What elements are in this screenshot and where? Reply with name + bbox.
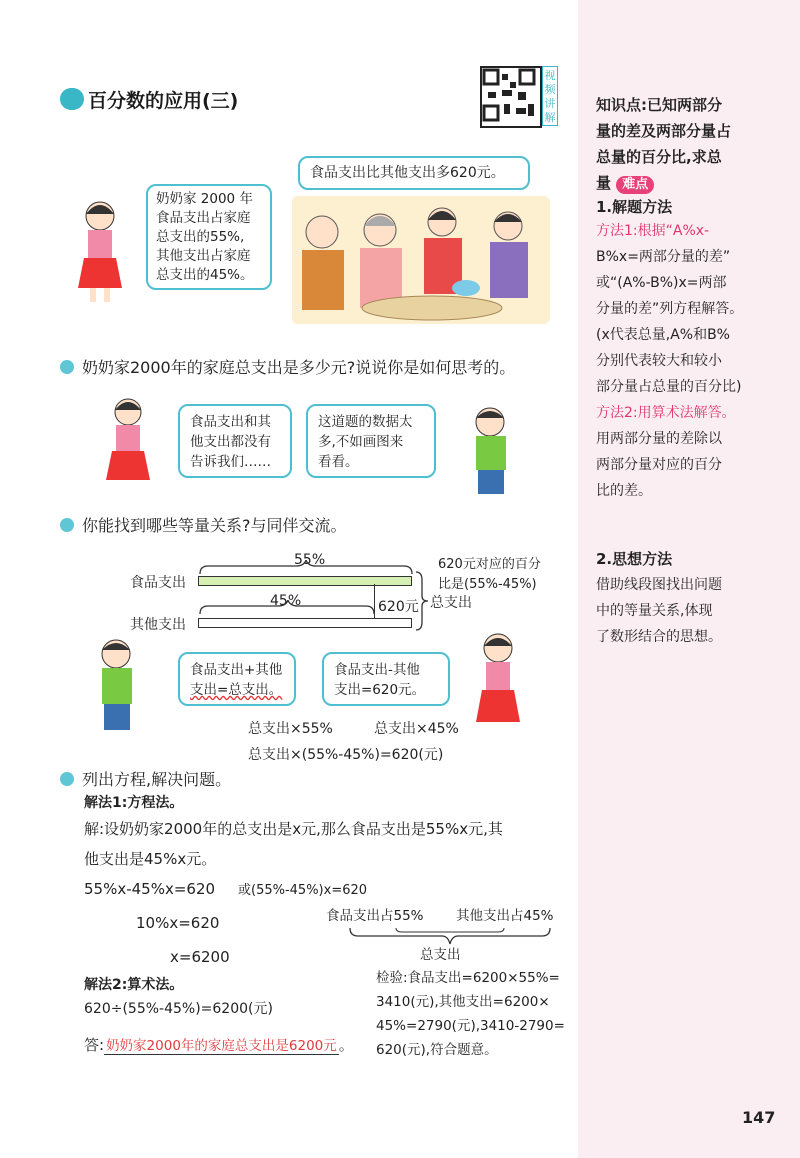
video-explanation-label[interactable]: 视频讲解: [542, 66, 558, 126]
equation-1-alt: 或(55%-45%)x=620: [238, 883, 368, 898]
method2-label: 解法2:算术法。: [84, 977, 184, 993]
boy-illustration: [456, 402, 522, 498]
boy-speech-bubble: 这道题的数据太 多,不如画图来 看看。: [306, 404, 436, 478]
page-title: 百分数的应用(三): [88, 90, 239, 112]
question-2: 你能找到哪些等量关系?与同伴交流。: [82, 516, 347, 535]
method1-label: 解法1:方程法。: [84, 795, 184, 811]
food-bar: [198, 576, 412, 586]
boy-illustration: [86, 634, 154, 734]
other-brace: [198, 600, 378, 616]
brace-left-label: 食品支出占55%: [326, 908, 424, 924]
section-heading-1: 1.解题方法: [596, 198, 673, 216]
brace-right-label: 其他支出占45%: [456, 908, 554, 924]
other-percent-label: 45%: [270, 593, 302, 609]
thinking-method-note: 借助线段图找出问题 中的等量关系,体现 了数形结合的思想。: [596, 577, 722, 645]
bullet-dot: [60, 360, 74, 374]
bullet-dot: [60, 772, 74, 786]
brace-total-label: 总支出: [420, 947, 461, 963]
girl-illustration: [98, 394, 162, 494]
method1-note: 方法1:根据“A%x- B%x=两部分量的差” 或“(A%-B%)x=两部 分量的差”列方程解答。 (x代表总量,A%和B% 分别代表较大和较小 部分量占总量的百分比): [596, 223, 744, 395]
divider-line: [374, 584, 375, 618]
book-icon: [60, 88, 84, 110]
total-brace: [414, 570, 430, 632]
question-3: 列出方程,解决问题。: [82, 770, 232, 789]
grandma-info-bubble: 奶奶家 2000 年 食品支出占家庭 总支出的55%, 其他支出占家庭 总支出的45%。: [146, 184, 272, 290]
relation-food: 总支出×55%: [248, 721, 333, 737]
equation-1: 55%x-45%x=620: [84, 880, 216, 898]
qr-code-icon[interactable]: [480, 66, 542, 128]
question-1: 奶奶家2000年的家庭总支出是多少元?说说你是如何思考的。: [82, 358, 516, 377]
other-label: 其他支出: [130, 617, 186, 633]
section-heading-2: 2.思想方法: [596, 550, 673, 568]
knowledge-point: 知识点:已知两部分 量的差及两部分量占 总量的百分比,求总 量 难点: [596, 96, 732, 192]
page-number: 147: [742, 1108, 776, 1127]
difficulty-badge: 难点: [616, 176, 654, 194]
bullet-dot: [60, 518, 74, 532]
answer-line: 答: 奶奶家2000年的家庭总支出是6200元 。: [84, 1036, 354, 1054]
total-label: 总支出: [430, 595, 472, 611]
difference-bubble: 食品支出比其他支出多620元。: [298, 156, 530, 190]
other-bar: [198, 618, 412, 628]
solution-setup: 解:设奶奶家2000年的总支出是x元,那么食品支出是55%x元,其 他支出是45%x元。: [84, 820, 503, 868]
method2-note: 方法2:用算术法解答。 用两部分量的差除以 两部分量对应的百分 比的差。: [596, 405, 736, 499]
verification: 检验:食品支出=6200×55%= 3410(元),其他支出=6200× 45%=2790(元),3410-2790= 620(元),符合题意。: [376, 970, 565, 1058]
difference-relation-bubble: 食品支出-其他 支出=620元。: [322, 652, 450, 706]
girl-illustration: [70, 196, 134, 306]
difference-label: 620元: [378, 599, 419, 615]
equation-2: 10%x=620: [136, 914, 220, 932]
family-illustration: [292, 196, 550, 324]
percent-note: 620元对应的百分 比是(55%-45%): [438, 557, 541, 592]
equation-3: x=6200: [170, 948, 230, 966]
sum-relation-bubble: 食品支出+其他 支出=总支出。: [178, 652, 296, 706]
relation-other: 总支出×45%: [374, 721, 459, 737]
answer-text: 奶奶家2000年的家庭总支出是6200元: [106, 1038, 337, 1054]
relation-difference: 总支出×(55%-45%)=620(元): [248, 747, 444, 763]
girl-illustration: [466, 628, 532, 736]
food-label: 食品支出: [130, 575, 186, 591]
food-brace: [198, 560, 414, 576]
food-percent-label: 55%: [294, 552, 326, 568]
method2-equation: 620÷(55%-45%)=6200(元): [84, 1001, 273, 1017]
girl-speech-bubble: 食品支出和其 他支出都没有 告诉我们……: [178, 404, 292, 478]
